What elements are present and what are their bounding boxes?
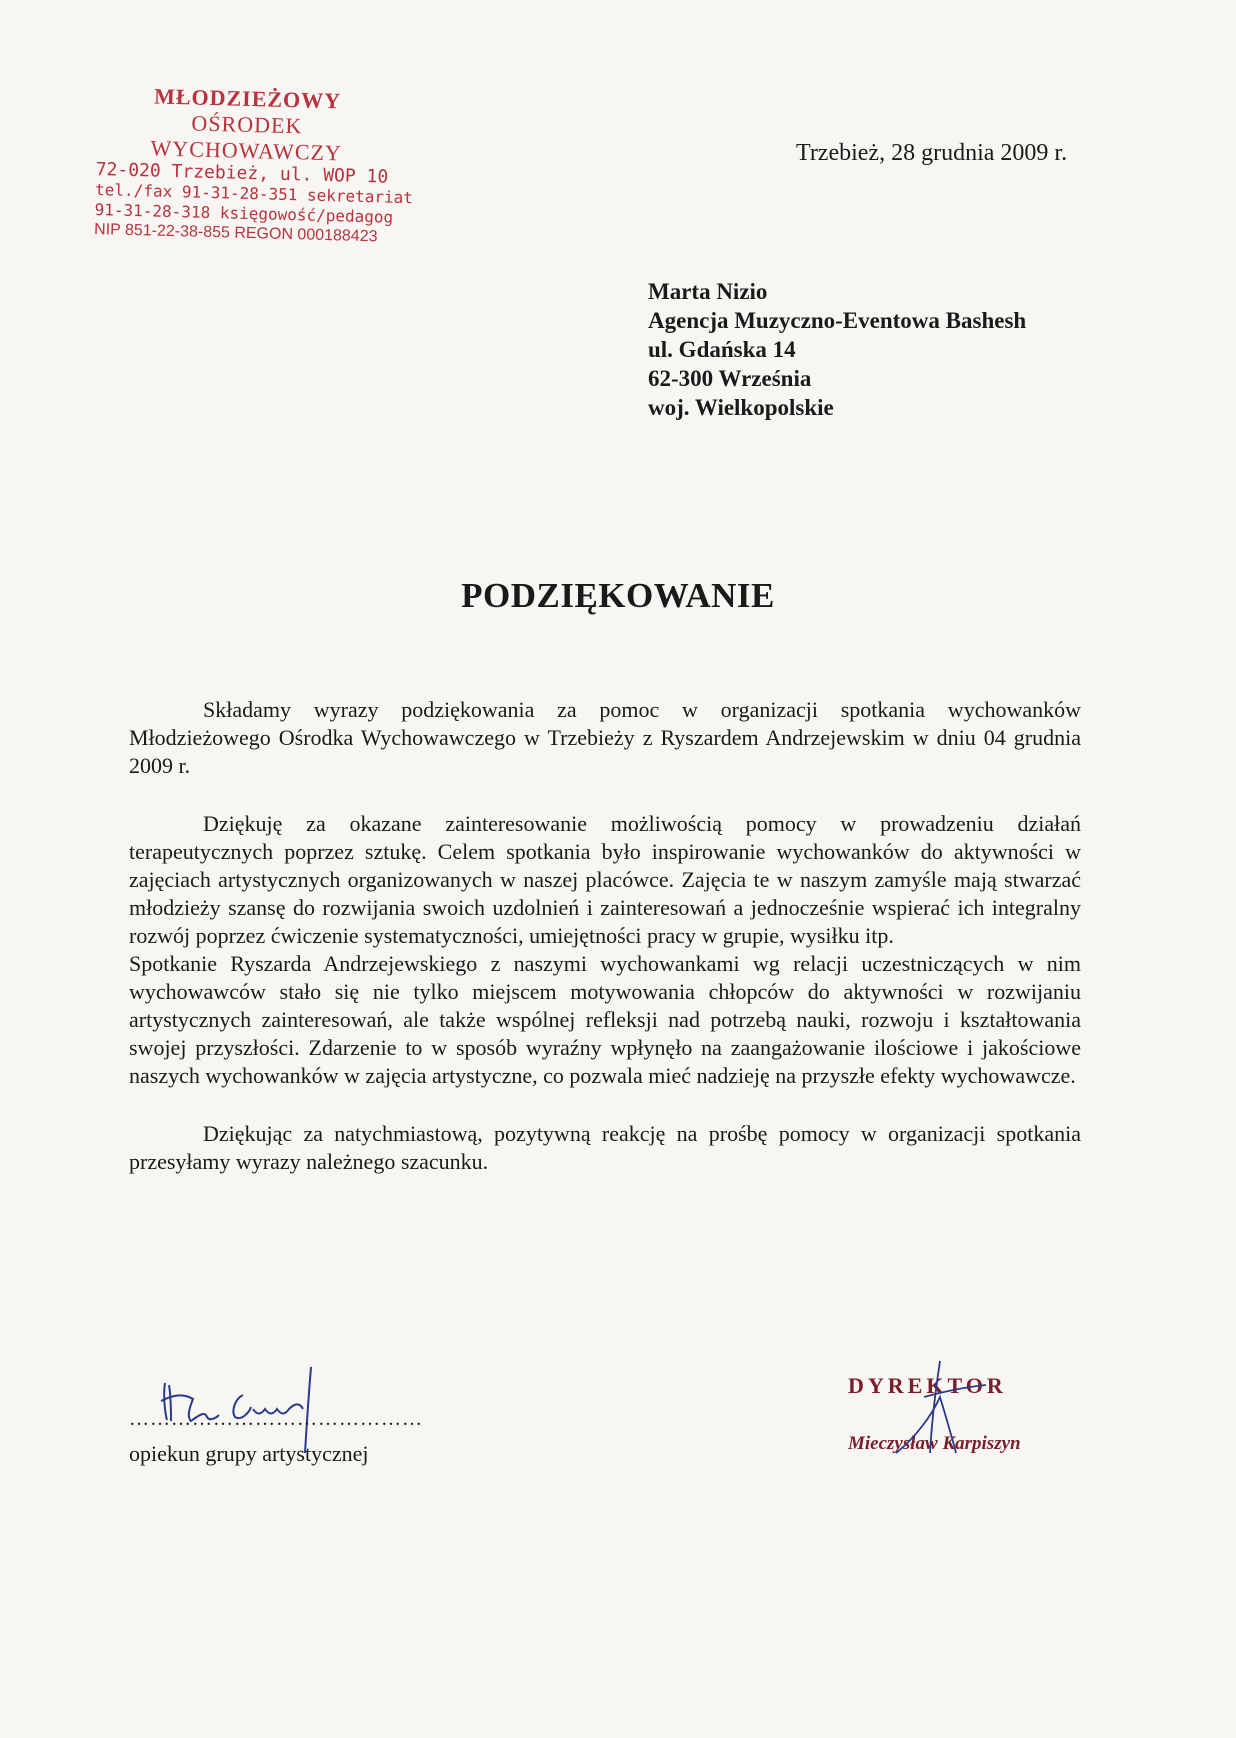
addressee-company: Agencja Muzyczno-Eventowa Bashesh: [648, 308, 1027, 333]
paragraph-2: Dziękuję za okazane zainteresowanie możliwością pomocy w prowadzeniu działań terapeutycznych poprzez sztukę. Celem spotkania było inspirowanie wychowanków do aktywności w zajęciach artystycznych organizowanych w naszej placówce. Zajęcia te w naszym zamyśle mają stwarzać młodzieży szansę do rozwijania swoich uzdolnień i zainteresowań a jednocześnie wspierać ich integralny rozwój poprzez ćwiczenie systematyczności, umiejętności pracy w grupie, wysiłku itp.: [129, 811, 1081, 948]
addressee-block: [648, 277, 1026, 422]
handwritten-signature-right: [836, 1357, 1056, 1477]
stamp-address: 72-020 Trzebież, ul. WOP 10: [95, 158, 389, 188]
addressee-city: 62-300 Września: [648, 366, 812, 391]
letter-date: Trzebież, 28 grudnia 2009 r.: [796, 140, 1068, 166]
director-name: Mieczysław Karpiszyn: [848, 1433, 1021, 1454]
paragraph-3: Spotkanie Ryszarda Andrzejewskiego z naszymi wychowankami wg relacji uczestniczących w nim wychowawców stało się nie tylko miejscem motywowania chłopców do aktywności w rozwijaniu artystycznych zainteresowań, ale także wspólnej refleksji nad potrzebą nauki, rozwoju i kształtowania swojej przyszłości. Zdarzenie to w sposób wyraźny wpłynęło na zaangażowanie ilościowe i jakościowe naszych wychowanków w zajęcia artystyczne, co pozwala mieć nadzieję na przyszłe efekty wychowawcze.: [129, 951, 1081, 1088]
director-title: DYREKTOR: [848, 1373, 1007, 1398]
addressee-region: woj. Wielkopolskie: [648, 395, 834, 420]
paragraph-1: Składamy wyrazy podziękowania za pomoc w organizacji spotkania wychowanków Młodzieżowego Ośrodka Wychowawczego w Trzebieży z Ryszardem Andrzejewskim w dniu 04 grudnia 2009 r.: [129, 697, 1081, 778]
letter-title: PODZIĘKOWANIE: [461, 576, 775, 615]
addressee-street: ul. Gdańska 14: [648, 337, 796, 362]
stamp-phone-2: 91-31-28-318 księgowość/pedagog: [94, 199, 394, 227]
stamp-phone-1: tel./fax 91-31-28-351 sekretariat: [94, 179, 414, 208]
paragraph-4: Dziękując za natychmiastową, pozytywną reakcję na prośbę pomocy w organizacji spotkania przesyłamy wyrazy należnego szacunku.: [129, 1121, 1081, 1174]
signature-line: ……………………………………: [129, 1408, 423, 1430]
institution-stamp: [94, 82, 418, 248]
stamp-nip-regon: NIP 851-22-38-855 REGON 000188423: [93, 220, 378, 246]
stamp-line-1: MŁODZIEŻOWY: [153, 83, 342, 114]
addressee-name: Marta Nizio: [648, 279, 768, 304]
stamp-line-2: OŚRODEK WYCHOWAWCZY: [150, 110, 343, 166]
letter-body: [129, 696, 1081, 1176]
signature-role: opiekun grupy artystycznej: [129, 1441, 369, 1466]
